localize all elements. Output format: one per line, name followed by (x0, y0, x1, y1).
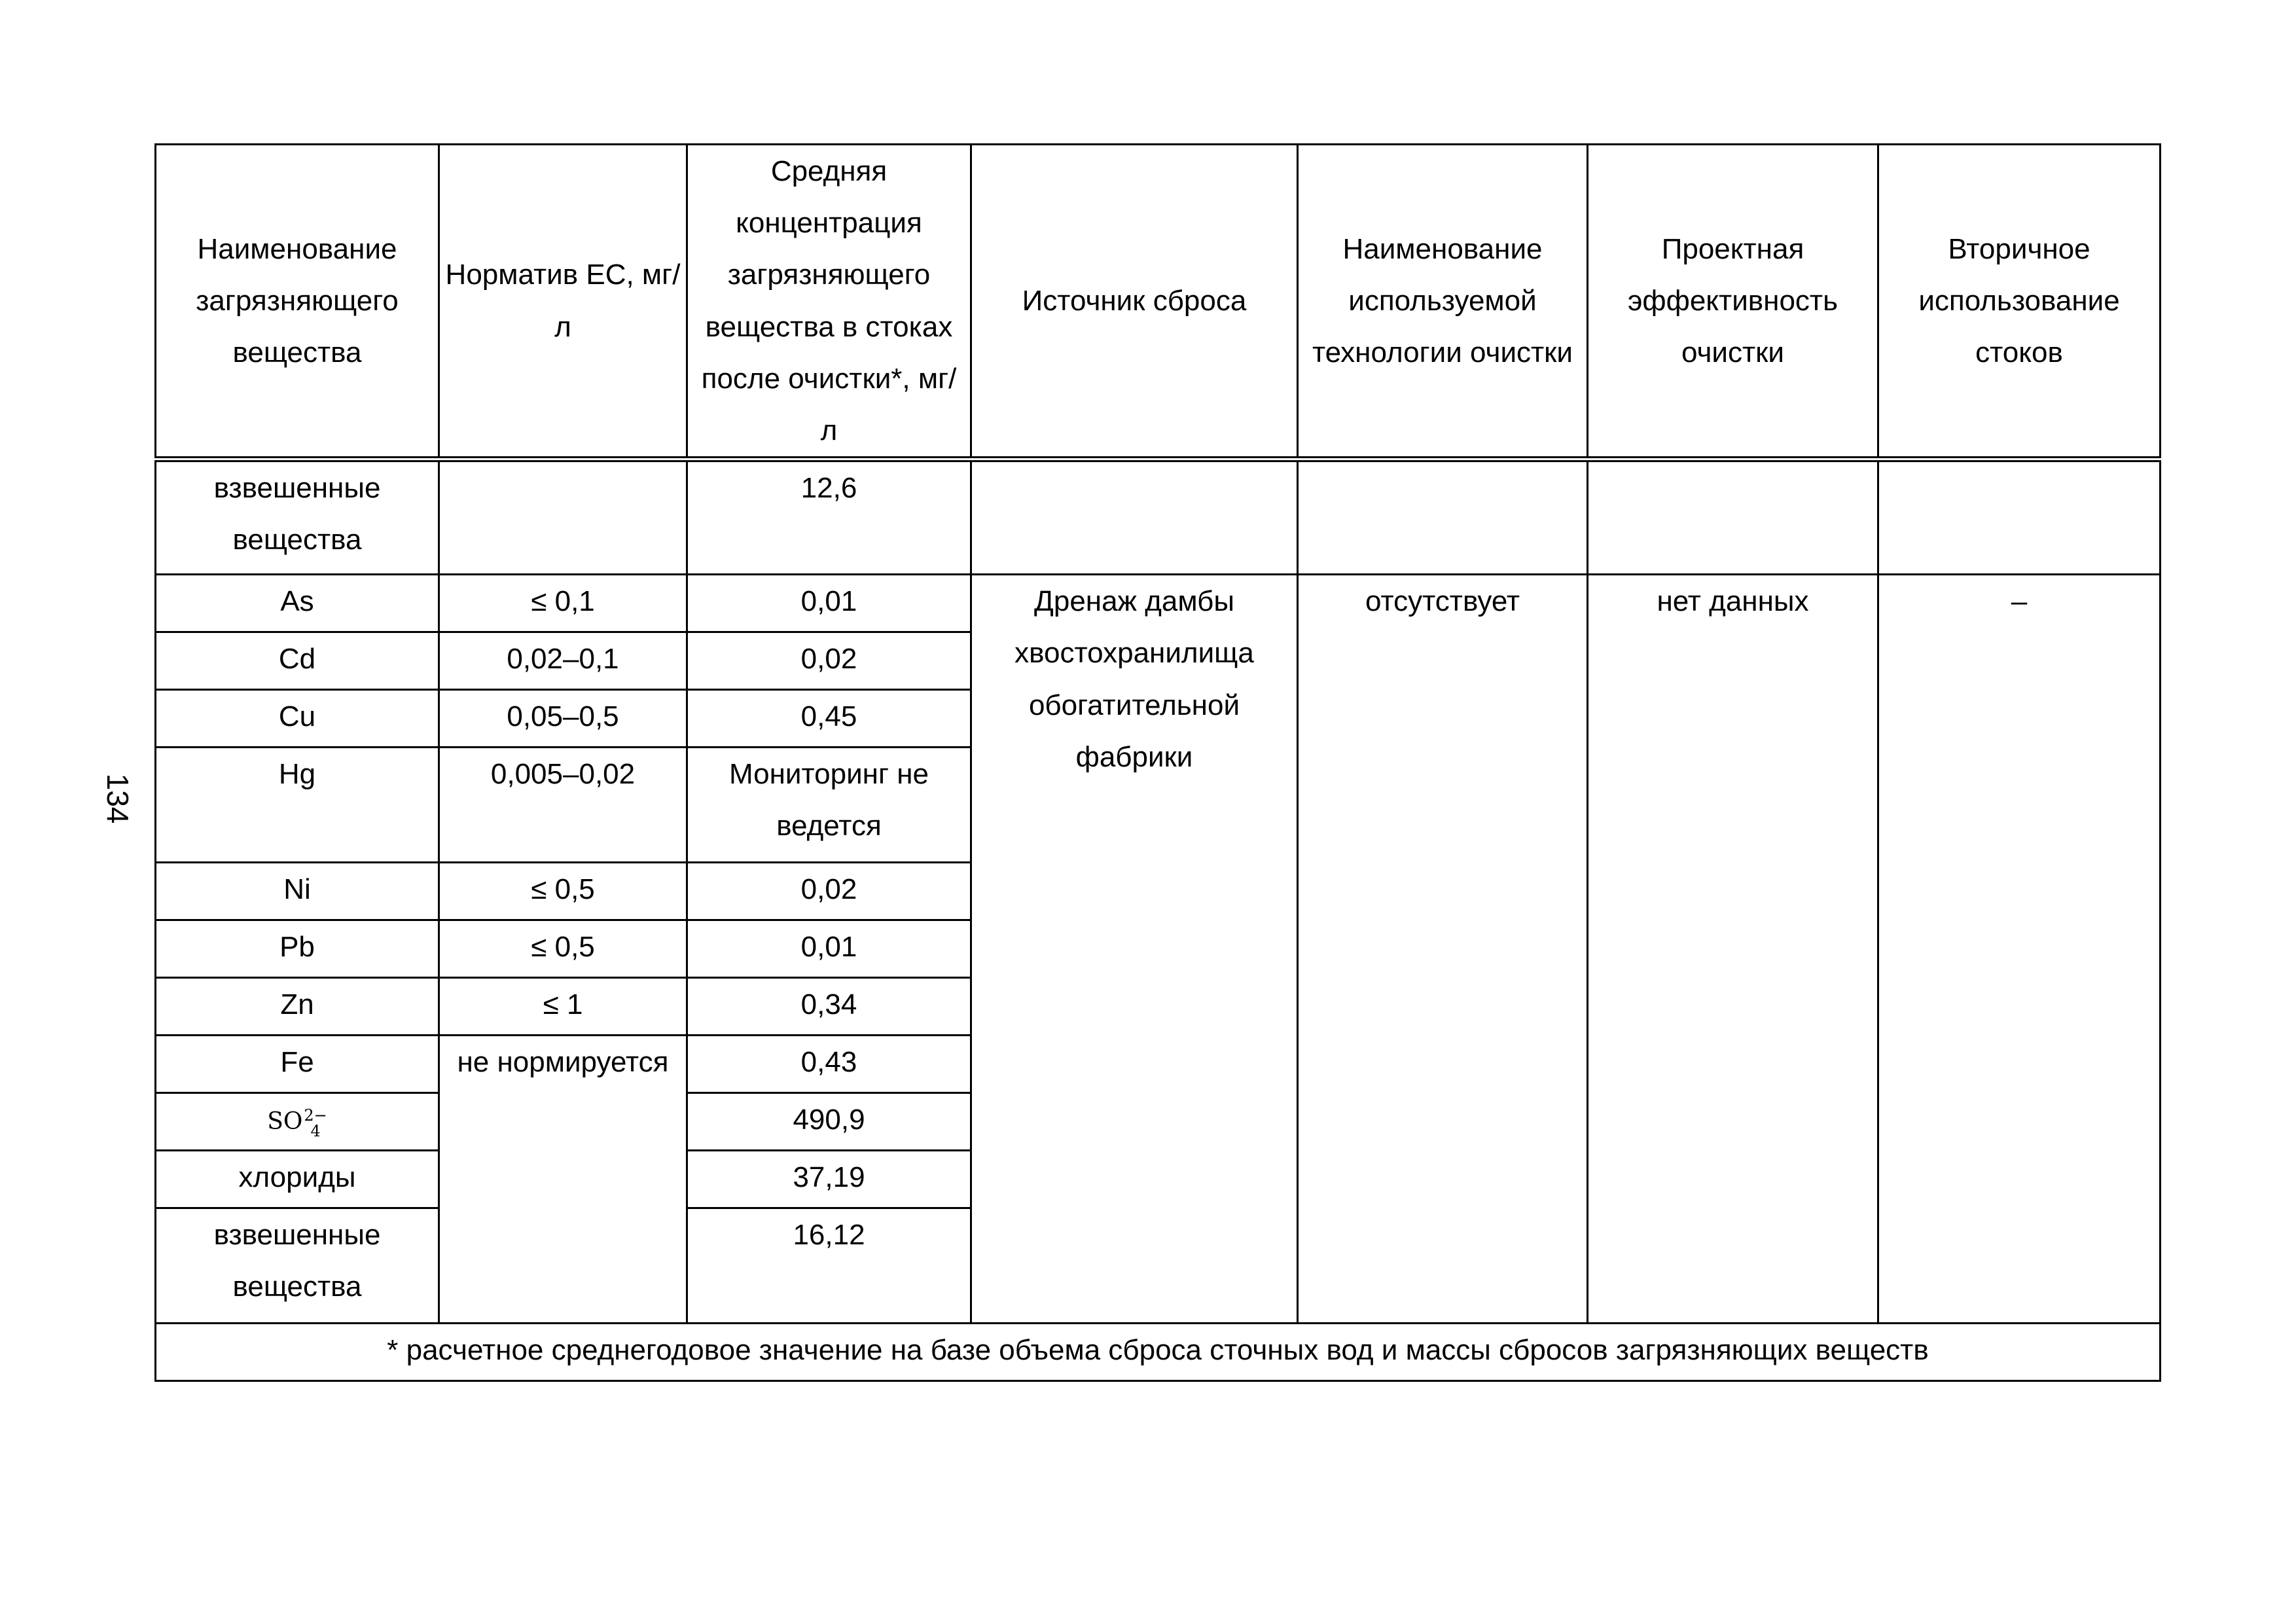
concentration-cell: 37,19 (687, 1151, 971, 1208)
pollutant-name-cell: Fe (156, 1036, 439, 1093)
standard-cell: ≤ 0,5 (439, 863, 687, 920)
design-efficiency-cell: нет данных (1588, 575, 1878, 1324)
concentration-cell: 0,02 (687, 863, 971, 920)
header-row (156, 145, 2161, 460)
pollutant-name-cell: взвешенные вещества (156, 460, 439, 575)
header-design-efficiency: Проектная эффективность очистки (1588, 145, 1878, 460)
header-secondary-use: Вторичное использование стоков (1878, 145, 2161, 460)
sulfate-formula: SO 2− 4 (267, 1106, 327, 1141)
header-eu-standard: Норматив ЕС, мг/л (439, 145, 687, 460)
concentration-cell: 16,12 (687, 1208, 971, 1324)
pollutant-name-cell: As (156, 575, 439, 632)
standard-cell: 0,05–0,5 (439, 690, 687, 748)
empty-cell (1588, 460, 1878, 575)
standard-cell: 0,005–0,02 (439, 748, 687, 863)
treatment-technology-cell: отсутствует (1298, 575, 1588, 1324)
pollutant-name-cell: Pb (156, 920, 439, 978)
concentration-cell: 0,43 (687, 1036, 971, 1093)
pollutant-table (154, 143, 2161, 1382)
header-discharge-source: Источник сброса (971, 145, 1298, 460)
standard-cell: не нормируется (439, 1036, 687, 1324)
concentration-cell: 0,34 (687, 978, 971, 1036)
pollutant-name-cell: Hg (156, 748, 439, 863)
secondary-use-cell: – (1878, 575, 2161, 1324)
pollutant-name-cell: взвешенные вещества (156, 1208, 439, 1324)
pollutant-name-cell: Cd (156, 632, 439, 690)
empty-cell (1878, 460, 2161, 575)
pollutant-name-cell (156, 1093, 439, 1151)
table-row (156, 460, 2161, 575)
concentration-cell: 12,6 (687, 460, 971, 575)
discharge-source-cell: Дренаж дамбы хвостохранилища обогатительной фабрики (971, 575, 1298, 1324)
pollutant-name-cell: хлориды (156, 1151, 439, 1208)
standard-cell: 0,02–0,1 (439, 632, 687, 690)
page-number: 134 (101, 773, 135, 824)
header-treatment-technology: Наименование используемой технологии очистки (1298, 145, 1588, 460)
standard-cell: ≤ 1 (439, 978, 687, 1036)
header-pollutant-name: Наименование загрязняющего вещества (156, 145, 439, 460)
concentration-cell: 0,02 (687, 632, 971, 690)
concentration-cell: 0,01 (687, 575, 971, 632)
standard-cell (439, 460, 687, 575)
empty-cell (1298, 460, 1588, 575)
table-row (156, 575, 2161, 632)
header-avg-concentration: Средняя концентрация загрязняющего вещества в стоках после очистки*, мг/л (687, 145, 971, 460)
footnote: * расчетное среднегодовое значение на базе объема сброса сточных вод и массы сбросов загрязняющих веществ (156, 1324, 2161, 1381)
concentration-cell: 0,45 (687, 690, 971, 748)
footnote-row (156, 1324, 2161, 1381)
concentration-cell: 490,9 (687, 1093, 971, 1151)
standard-cell: ≤ 0,1 (439, 575, 687, 632)
pollutant-name-cell: Zn (156, 978, 439, 1036)
empty-cell (971, 460, 1298, 575)
pollutant-name-cell: Ni (156, 863, 439, 920)
standard-cell: ≤ 0,5 (439, 920, 687, 978)
pollutant-name-cell: Cu (156, 690, 439, 748)
concentration-cell: 0,01 (687, 920, 971, 978)
concentration-cell: Мониторинг не ведется (687, 748, 971, 863)
